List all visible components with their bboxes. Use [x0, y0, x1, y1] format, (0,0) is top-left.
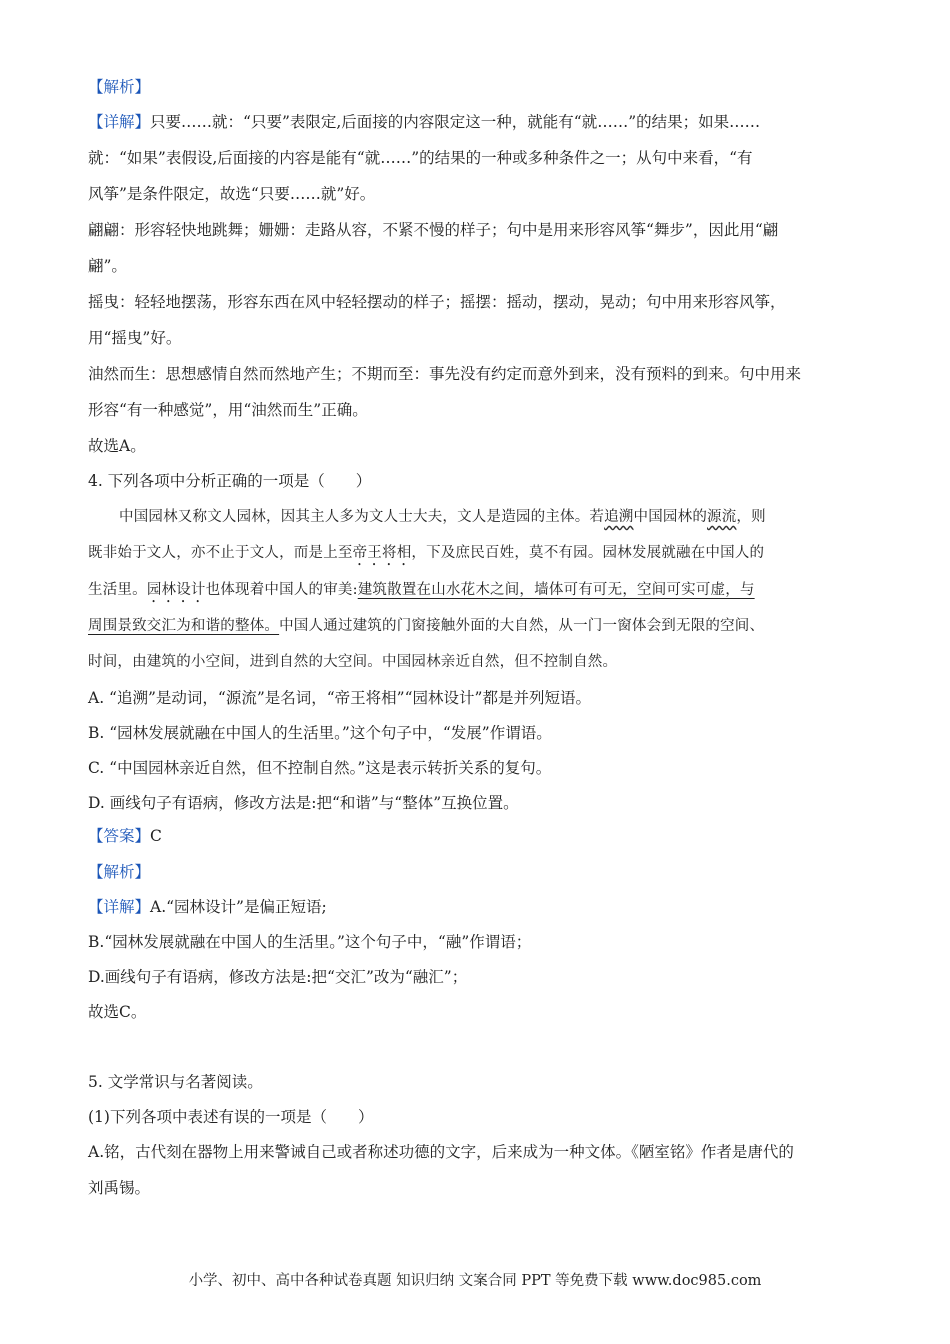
wavy-word-zhuisu: 追溯: [604, 509, 634, 525]
passage-line: 时间，由建筑的小空间，进到自然的大空间。中国园林亲近自然，但不控制自然。: [88, 654, 618, 670]
detail-text-line: B.“园林发展就融在中国人的生活里。”这个句子中，“融”作谓语；: [88, 933, 532, 951]
answer-conclusion: 故选C。: [88, 1003, 147, 1021]
underlined-sentence: 建筑散置在山水花木之间，墙体可有可无，空间可实可虚，与: [357, 582, 755, 598]
page-footer: 小学、初中、高中各种试卷真题 知识归纳 文案合同 PPT 等免费下载 www.doc985.com: [188, 1273, 762, 1289]
answer-conclusion: 故选A。: [88, 437, 146, 455]
word-explanation: 翩翩：形容轻快地跳舞；姗姗：走路从容，不紧不慢的样子；句中是用来形容风筝“舞步”，因此用“翩: [88, 221, 779, 239]
passage-text: ，下及庶民百姓，莫不有园。园林发展就融在中国人的: [411, 545, 765, 561]
answer-value: C: [150, 827, 162, 845]
passage-text: 生活里。: [88, 582, 147, 598]
option-a: A. “追溯”是动词，“源流”是名词，“帝王将相”“园林设计”都是并列短语。: [88, 689, 591, 707]
detail-text-line: D.画线句子有语病，修改方法是:把“交汇”改为“融汇”；: [88, 968, 468, 986]
option-b: B. “园林发展就融在中国人的生活里。”这个句子中，“发展”作谓语。: [88, 724, 552, 742]
detail-text: A.“园林设计”是偏正短语;: [150, 898, 327, 916]
passage-text: 中国人通过建筑的门窗接触外面的大自然，从一门一窗体会到无限的空间、: [279, 618, 765, 634]
passage-text: 中国园林的: [633, 509, 708, 525]
answer-row: [88, 826, 863, 846]
question-5-title: 5. 文学常识与名著阅读。: [88, 1073, 263, 1091]
passage-text: 既非始于文人，亦不止于文人，而是上至: [88, 545, 353, 561]
underlined-sentence: 周围景致交汇为和谐的整体。: [88, 618, 280, 634]
answer-tag: 【答案】: [88, 827, 151, 845]
dotted-word-diwangjiangxiang: 帝王将相: [352, 545, 412, 561]
question-5-sub1: (1)下列各项中表述有误的一项是（ ）: [88, 1108, 374, 1126]
option-a-continued: 刘禹锡。: [88, 1179, 151, 1197]
passage-line: [88, 580, 863, 606]
option-a: A.铭，古代刻在器物上用来警诫自己或者称述功德的文字，后来成为一种文体。《陋室铭》作者是唐代的: [88, 1143, 794, 1161]
detail-text: 只要……就：“只要”表限定,后面接的内容限定这一种，就能有“就……”的结果；如果……: [150, 113, 761, 131]
passage-line: [119, 507, 863, 527]
option-c: C. “中国园林亲近自然，但不控制自然。”这是表示转折关系的复句。: [88, 759, 552, 777]
analysis-tag: 【解析】: [88, 863, 151, 881]
question-4-stem: 4. 下列各项中分析正确的一项是（ ）: [88, 472, 372, 490]
detail-tag: 【详解】: [88, 113, 151, 131]
detail-tag: 【详解】: [88, 898, 151, 916]
wavy-word-yuanliu: 源流: [707, 509, 737, 525]
detail-paragraph: [88, 897, 863, 917]
detail-text-line: 风筝”是条件限定，故选“只要……就”好。: [88, 185, 376, 203]
passage-line: [88, 543, 863, 569]
passage-text: 也体现着中国人的审美:: [205, 582, 358, 598]
detail-text-line: 就：“如果”表假设,后面接的内容是能有“就……”的结果的一种或多种条件之一；从句中来看，“有: [88, 149, 753, 167]
passage-text: ，则: [736, 509, 766, 525]
word-explanation: 油然而生：思想感情自然而然地产生；不期而至：事先没有约定而意外到来，没有预料的到来。句中用来: [88, 365, 802, 383]
word-explanation: 用“摇曳”好。: [88, 329, 182, 347]
word-explanation: 形容“有一种感觉”，用“油然而生”正确。: [88, 401, 368, 419]
option-d: D. 画线句子有语病，修改方法是:把“和谐”与“整体”互换位置。: [88, 794, 519, 812]
passage-line: [88, 616, 863, 636]
detail-paragraph: [88, 112, 863, 132]
dotted-word-yuanlinsheji: 园林设计: [146, 582, 206, 598]
word-explanation: 摇曳：轻轻地摆荡，形容东西在风中轻轻摆动的样子；摇摆：摇动，摆动，晃动；句中用来形容风筝，: [88, 293, 786, 311]
passage-text: 中国园林又称文人园林，因其主人多为文人士大夫，文人是造园的主体。若: [119, 509, 605, 525]
word-explanation: 翩”。: [88, 257, 127, 275]
analysis-tag: 【解析】: [88, 78, 151, 96]
